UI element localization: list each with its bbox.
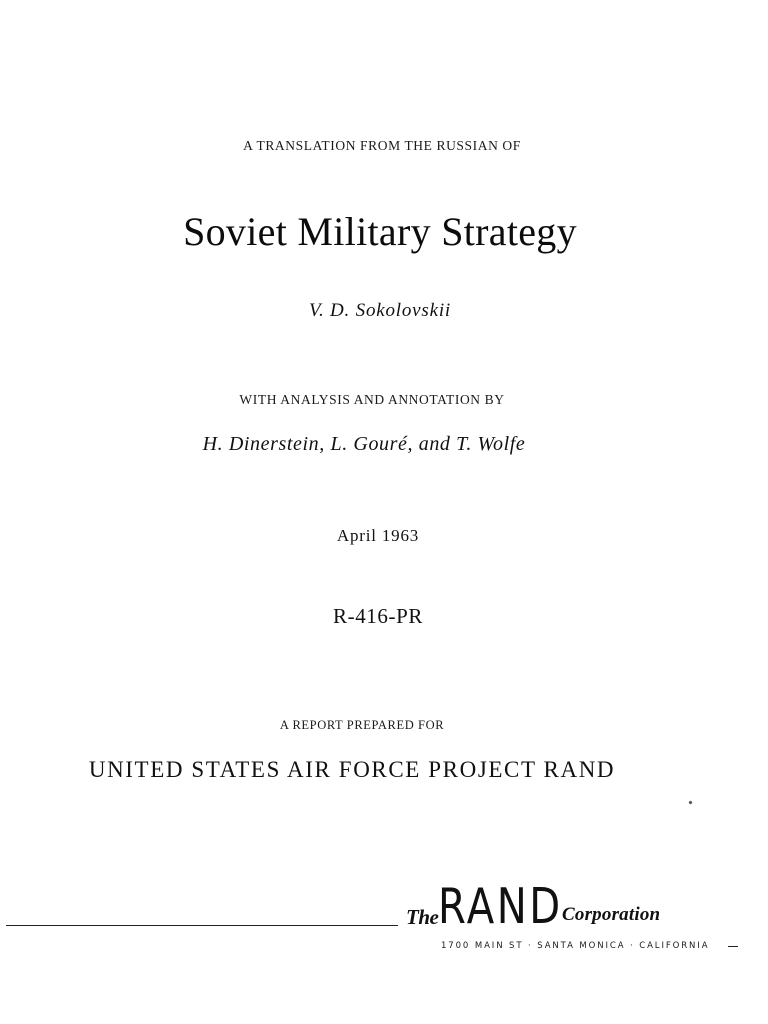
- divider-rule: [6, 925, 398, 926]
- analysis-note: WITH ANALYSIS AND ANNOTATION BY: [239, 392, 505, 407]
- prepared-for-note: A REPORT PREPARED FOR: [279, 718, 445, 732]
- book-title: Soviet Military Strategy: [183, 209, 577, 254]
- logo-corporation-text: Corporation: [562, 904, 661, 925]
- scan-speck: [688, 800, 692, 804]
- sponsor-name: UNITED STATES AIR FORCE PROJECT RAND: [88, 757, 616, 782]
- annotators: H. Dinerstein, L. Gouré, and T. Wolfe: [202, 433, 526, 455]
- logo-the-text: The: [406, 905, 439, 929]
- publisher-address: 1700 MAIN ST · SANTA MONICA · CALIFORNIA: [441, 941, 710, 951]
- publication-date: April 1963: [336, 526, 420, 545]
- address-rule: [728, 946, 738, 947]
- logo-name-text: RAND: [438, 878, 563, 935]
- author-name: V. D. Sokolovskii: [308, 300, 451, 321]
- report-number: R-416-PR: [333, 604, 423, 628]
- translation-note: A TRANSLATION FROM THE RUSSIAN OF: [243, 138, 521, 153]
